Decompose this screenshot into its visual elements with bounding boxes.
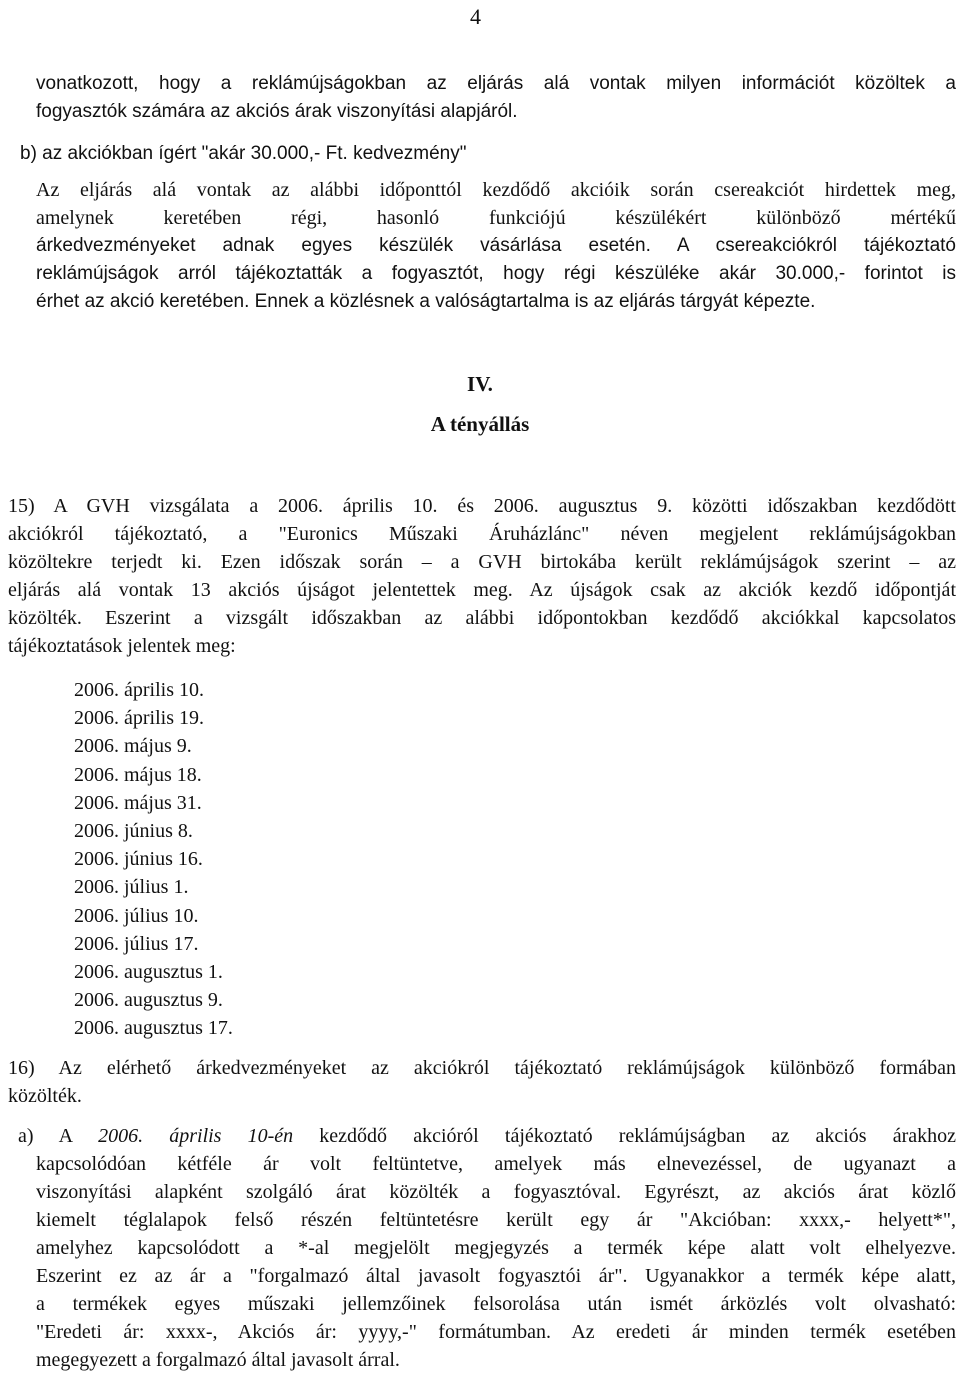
- paragraph-line: reklámújságok arról tájékoztatták a fogyasztót, hogy régi készüléke akár 30.000,- forintot is: [36, 263, 956, 284]
- date-item: 2006. április 19.: [74, 707, 204, 730]
- paragraph-line: közöltekre terjedt ki. Ezen időszak során – a GVH birtokába került reklámújságok szerint – az: [8, 551, 956, 573]
- paragraph-line: 16) Az elérhető árkedvezményeket az akciókról tájékoztató reklámújságok különböző formában: [8, 1057, 956, 1079]
- section-b-title: b) az akciókban ígért "akár 30.000,- Ft. kedvezmény": [20, 143, 467, 164]
- paragraph-16: [8, 1054, 956, 1110]
- date-item: 2006. augusztus 1.: [74, 961, 223, 984]
- paragraph-line: Eszerint ez az ár a "forgalmazó által javasolt fogyasztói ár". Ugyanakkor a termék képe alatt,: [36, 1265, 956, 1287]
- date-item: 2006. július 17.: [74, 932, 199, 955]
- paragraph-line: "Eredeti ár: xxxx-, Akciós ár: yyyy,-" formátumban. Az eredeti ár minden termék esetében: [36, 1321, 956, 1343]
- section-b-paragraph: [36, 176, 956, 316]
- item-a-first-line: [18, 1122, 956, 1150]
- paragraph-line: közölték. Eszerint a vizsgált időszakban az alábbi időpontokban kezdődő akciókkal kapcsolatos: [8, 607, 956, 629]
- paragraph-15: [8, 492, 956, 660]
- paragraph-line: amelynek keretében régi, hasonló funkciójú készülékért különböző mértékű: [36, 207, 956, 229]
- paragraph-line: árkedvezményeket adnak egyes készülék vásárlása esetén. A csereakciókról tájékoztató: [36, 235, 956, 256]
- intro-line: fogyasztók számára az akciós árak viszonyítási alapjáról.: [36, 101, 518, 122]
- item-a: [18, 1122, 956, 1150]
- paragraph-line: kapcsolódóan kétféle ár volt feltüntetve, amelyek más elnevezéssel, de ugyanazt a: [36, 1153, 956, 1175]
- item-a-date: 2006. április 10-én: [98, 1125, 294, 1147]
- item-a-body: [36, 1150, 956, 1374]
- date-item: 2006. május 31.: [74, 791, 202, 814]
- paragraph-line: akciókról tájékoztató, a "Euronics Műszaki Áruházlánc" néven megjelent reklámújságokban: [8, 523, 956, 545]
- paragraph-line: 15) A GVH vizsgálata a 2006. április 10. és 2006. augusztus 9. közötti időszakban kezdődött: [8, 495, 956, 517]
- paragraph-line: eljárás alá vontak 13 akciós újságot jelentettek meg. Az újságok csak az akciók kezdő időpontját: [8, 579, 956, 601]
- item-a-line-rest: kezdődő akcióról tájékoztató reklámújságban az akciós árakhoz: [293, 1125, 956, 1147]
- dates-list: [74, 676, 233, 1043]
- paragraph-line: viszonyítási alapként szolgáló árat közölték a fogyasztóval. Egyrészt, az akciós árat közlő: [36, 1181, 956, 1203]
- date-item: 2006. június 8.: [74, 820, 193, 843]
- chapter-number: IV.: [467, 372, 493, 396]
- date-item: 2006. augusztus 9.: [74, 989, 223, 1012]
- date-item: 2006. augusztus 17.: [74, 1017, 233, 1040]
- date-item: 2006. május 18.: [74, 763, 202, 786]
- paragraph-line: Az eljárás alá vontak az alábbi időponttól kezdődő akcióik során csereakciót hirdettek meg,: [36, 179, 956, 201]
- date-item: 2006. július 1.: [74, 876, 189, 899]
- date-item: 2006. június 16.: [74, 848, 203, 871]
- intro-line: vonatkozott, hogy a reklámújságokban az eljárás alá vontak milyen információt közöltek a: [36, 73, 956, 94]
- paragraph-line: közölték.: [8, 1085, 82, 1107]
- date-item: 2006. május 9.: [74, 735, 192, 758]
- paragraph-line: megegyezett a forgalmazó által javasolt árral.: [36, 1349, 400, 1371]
- item-a-label: a) A: [18, 1125, 99, 1147]
- date-item: 2006. április 10.: [74, 679, 204, 701]
- intro-paragraph: [36, 70, 956, 126]
- paragraph-line: a termékek egyes műszaki jellemzőinek felsorolása után ismét árközlés volt olvasható:: [36, 1293, 956, 1315]
- page-number: 4: [470, 4, 481, 29]
- paragraph-line: tájékoztatások jelentek meg:: [8, 635, 236, 657]
- chapter-title: A tényállás: [430, 412, 530, 436]
- paragraph-line: kiemelt téglalapok felső részén feltüntetésre került egy ár "Akcióban: xxxx,- helyett*",: [36, 1209, 956, 1231]
- date-item: 2006. július 10.: [74, 904, 199, 927]
- paragraph-line: amelyhez kapcsolódott a *-al megjelölt megjegyzés a termék képe alatt volt elhelyezve.: [36, 1237, 956, 1259]
- paragraph-line: érhet az akció keretében. Ennek a közlésnek a valóságtartalma is az eljárás tárgyát képezte.: [36, 291, 816, 312]
